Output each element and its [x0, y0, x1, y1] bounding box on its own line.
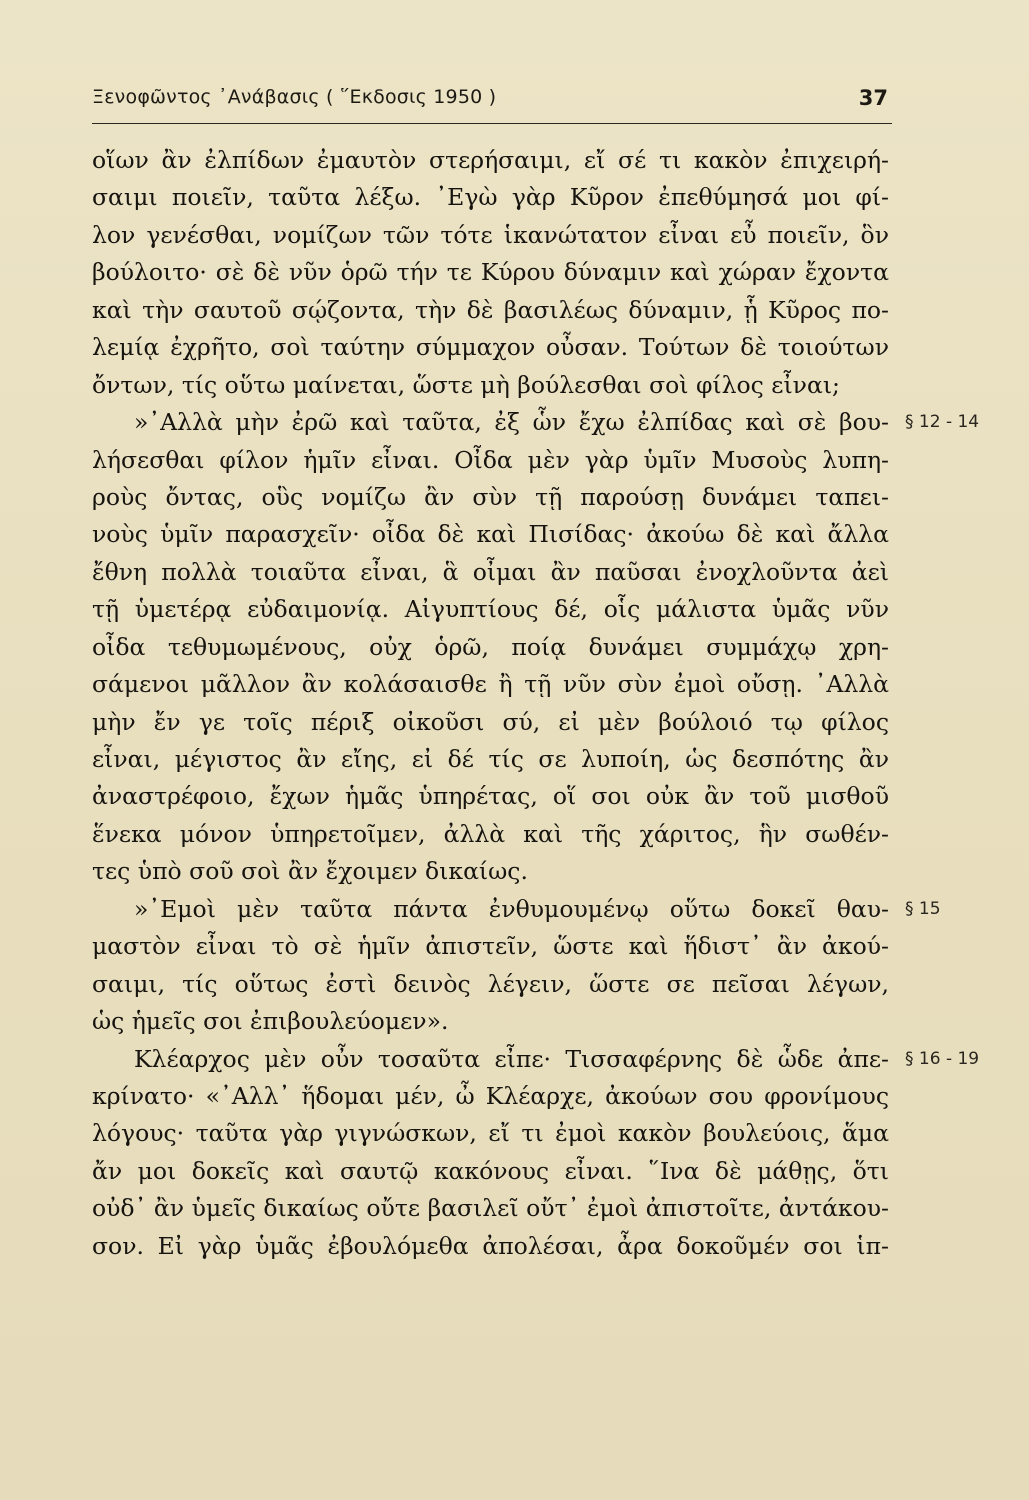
text-line: μαστὸν εἶναι τὸ σὲ ἡμῖν ἀπιστεῖν, ὥστε καὶ ἥδιστ᾿ ἂν ἀκού- [92, 932, 889, 961]
text-line: σαιμι, τίς οὕτως ἐστὶ δεινὸς λέγειν, ὥστε σε πεῖσαι λέγων, [92, 969, 889, 998]
section-ref-12-14: § 12 - 14 [905, 412, 980, 433]
text-line: ἄν μοι δοκεῖς καὶ σαυτῷ κακόνους εἶναι. ῞Ινα δὲ μάθῃς, ὅτι [92, 1156, 889, 1185]
running-title: Ξενοφῶντος ᾿Ανάβασις ( ῞Εκδοσις 1950 ) [92, 86, 497, 108]
header-rule [92, 123, 892, 124]
text-line: ροὺς ὄντας, οὓς νομίζω ἂν σὺν τῇ παρούσῃ δυνάμει ταπει- [92, 482, 889, 511]
text-line: σον. Εἰ γὰρ ὑμᾶς ἐβουλόμεθα ἀπολέσαι, ἆρα δοκοῦμέν σοι ἱπ- [92, 1231, 889, 1260]
text-line: οἵων ἂν ἐλπίδων ἐμαυτὸν στερήσαιμι, εἴ σέ τι κακὸν ἐπιχειρή- [92, 146, 889, 174]
paragraph-start: Κλέαρχος μὲν οὖν τοσαῦτα εἶπε· Τισσαφέρνης δὲ ὧδε ἀπε- [134, 1044, 889, 1073]
text-line: τῇ ὑμετέρᾳ εὐδαιμονίᾳ. Αἰγυπτίους δέ, οἷς μάλιστα ὑμᾶς νῦν [92, 595, 889, 624]
text-line-with-ref [92, 891, 941, 928]
text-line: λόγους· ταῦτα γὰρ γιγνώσκων, εἴ τι ἐμοὶ κακὸν βουλεύοις, ἅμα [92, 1119, 889, 1148]
text-line: λον γενέσθαι, νομίζων τῶν τότε ἱκανώτατον εἶναι εὖ ποιεῖν, ὃν [92, 220, 889, 249]
page-header [92, 84, 888, 118]
text-line: κρίνατο· «᾿Αλλ᾿ ἥδομαι μέν, ὦ Κλέαρχε, ἀκούων σου φρονίμους [92, 1081, 889, 1110]
text-line: ἀναστρέφοιο, ἔχων ἡμᾶς ὑπηρέτας, οἵ σοι οὐκ ἂν τοῦ μισθοῦ [92, 782, 889, 811]
text-line: βούλοιτο· σὲ δὲ νῦν ὁρῶ τήν τε Κύρου δύναμιν καὶ χώραν ἔχοντα [92, 258, 889, 287]
text-line: τες ὑπὸ σοῦ σοὶ ἂν ἔχοιμεν δικαίως. [92, 857, 528, 886]
page-number: 37 [858, 86, 888, 110]
text-line: οὐδ᾿ ἂν ὑμεῖς δικαίως οὔτε βασιλεῖ οὔτ᾿ ἐμοὶ ἀπιστοῖτε, ἀντάκου- [92, 1194, 889, 1223]
text-line-with-ref [92, 1041, 980, 1078]
text-line-with-ref [92, 404, 980, 441]
text-line: ὡς ἡμεῖς σοι ἐπιβουλεύομεν». [92, 1007, 449, 1036]
text-line: νοὺς ὑμῖν παρασχεῖν· οἶδα δὲ καὶ Πισίδας· ἀκούω δὲ καὶ ἄλλα [92, 520, 889, 549]
text-line: σάμενοι μᾶλλον ἂν κολάσαισθε ἢ τῇ νῦν σὺν ἐμοὶ οὔσῃ. ᾿Αλλὰ [92, 670, 889, 699]
text-line: λήσεσθαι φίλον ἡμῖν εἶναι. Οἶδα μὲν γὰρ ὑμῖν Μυσοὺς λυπη- [92, 445, 889, 474]
text-line: καὶ τὴν σαυτοῦ σῴζοντα, τὴν δὲ βασιλέως δύναμιν, ᾗ Κῦρος πο- [92, 295, 889, 324]
text-line: ὄντων, τίς οὕτω μαίνεται, ὥστε μὴ βούλεσθαι σοὶ φίλος εἶναι; [92, 370, 840, 399]
section-ref-16-19: § 16 - 19 [905, 1048, 980, 1069]
text-line: λεμίᾳ ἐχρῆτο, σοὶ ταύτην σύμμαχον οὖσαν. Τούτων δὲ τοιούτων [92, 333, 889, 362]
text-line: ἔθνη πολλὰ τοιαῦτα εἶναι, ἃ οἶμαι ἂν παῦσαι ἐνοχλοῦντα ἀεὶ [92, 557, 889, 586]
section-ref-15: § 15 [905, 898, 941, 919]
text-line: μὴν ἔν γε τοῖς πέριξ οἰκοῦσι σύ, εἰ μὲν βούλοιό τῳ φίλος [92, 707, 889, 736]
text-line: σαιμι ποιεῖν, ταῦτα λέξω. ᾿Εγὼ γὰρ Κῦρον ἐπεθύμησά μοι φί- [92, 183, 889, 212]
text-line: οἶδα τεθυμωμένους, οὐχ ὁρῶ, ποίᾳ δυνάμει συμμάχῳ χρη- [92, 632, 889, 661]
greek-text-body [92, 142, 980, 1265]
text-line: εἶναι, μέγιστος ἂν εἴης, εἰ δέ τίς σε λυποίη, ὡς δεσπότης ἂν [92, 745, 889, 773]
text-line: ἕνεκα μόνον ὑπηρετοῖμεν, ἀλλὰ καὶ τῆς χάριτος, ἣν σωθέν- [92, 819, 889, 848]
paragraph-start: »᾿Εμοὶ μὲν ταῦτα πάντα ἐνθυμουμένῳ οὕτω δοκεῖ θαυ- [134, 894, 889, 923]
paragraph-start: »᾿Αλλὰ μὴν ἐρῶ καὶ ταῦτα, ἐξ ὧν ἔχω ἐλπίδας καὶ σὲ βου- [134, 408, 889, 437]
